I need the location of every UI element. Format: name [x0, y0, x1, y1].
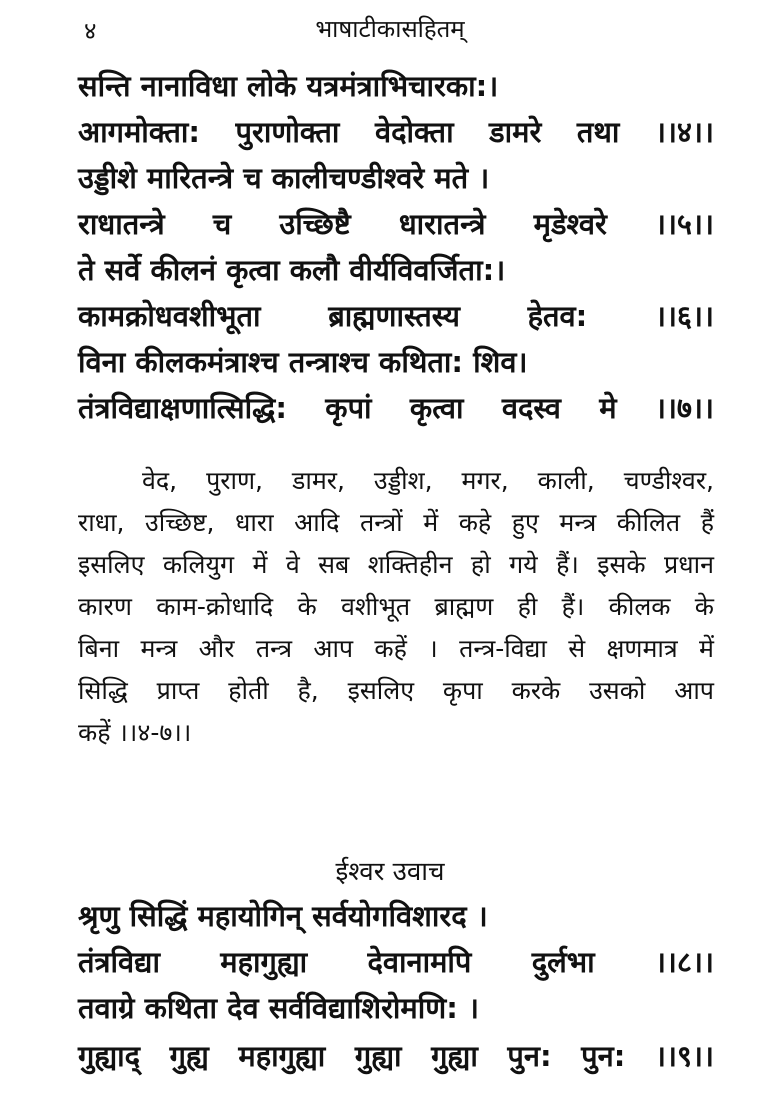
verse-line: राधातन्त्रे च उच्छिष्टै धारातन्त्रे मृडेश्वरे ।।५।।	[78, 207, 714, 241]
running-title: भाषाटीकासहितम्	[315, 15, 465, 43]
verse-line: तवाग्रे कथिता देव सर्वविद्याशिरोमणि: ।	[78, 991, 479, 1025]
verse-line: तंत्रविद्याक्षणात्सिद्धि: कृपां कृत्वा वदस्व मे ।।७।।	[78, 391, 714, 425]
verse-line: गुह्याद् गुह्य महागुह्या गुह्या गुह्या पुन: पुन: ।।९।।	[78, 1039, 714, 1073]
commentary-line: कारण काम-क्रोधादि के वशीभूत ब्राह्मण ही हैं। कीलक के	[78, 592, 714, 621]
commentary-line: इसलिए कलियुग में वे सब शक्तिहीन हो गये हैं। इसके प्रधान	[78, 550, 714, 579]
page-number: ४	[84, 17, 97, 45]
commentary-line: सिद्धि प्राप्त होती है, इसलिए कृपा करके उसको आप	[78, 676, 714, 705]
verse-line: आगमोक्ता: पुराणोक्ता वेदोक्ता डामरे तथा ।।४।।	[78, 115, 714, 149]
commentary-line: राधा, उच्छिष्ट, धारा आदि तन्त्रों में कहे हुए मन्त्र कीलित हैं	[78, 508, 714, 537]
verse-line: विना कीलकमंत्राश्च तन्त्राश्च कथिता: शिव।	[78, 345, 528, 379]
verse-line: तंत्रविद्या महागुह्या देवानामपि दुर्लभा ।।८।।	[78, 945, 714, 979]
verse-line: श्रृणु सिद्धिं महायोगिन् सर्वयोगविशारद ।	[78, 899, 488, 933]
commentary-line: वेद, पुराण, डामर, उड्डीश, मगर, काली, चण्डीश्वर,	[142, 466, 714, 495]
verse-line: ते सर्वे कीलनं कृत्वा कलौ वीर्यविवर्जिता:।	[78, 253, 506, 287]
verse-line: उड्डीशे मारितन्त्रे च कालीचण्डीश्वरे मते ।	[78, 161, 490, 195]
speaker-heading: ईश्वर उवाच	[335, 857, 445, 887]
commentary-line: कहें ।।४-७।।	[78, 718, 192, 747]
verse-line: कामक्रोधवशीभूता ब्राह्मणास्तस्य हेतव: ।।६।।	[78, 299, 714, 333]
verse-line: सन्ति नानाविधा लोके यत्रमंत्राभिचारका:।	[78, 69, 499, 103]
commentary-line: बिना मन्त्र और तन्त्र आप कहें । तन्त्र-विद्या से क्षणमात्र में	[78, 634, 714, 663]
